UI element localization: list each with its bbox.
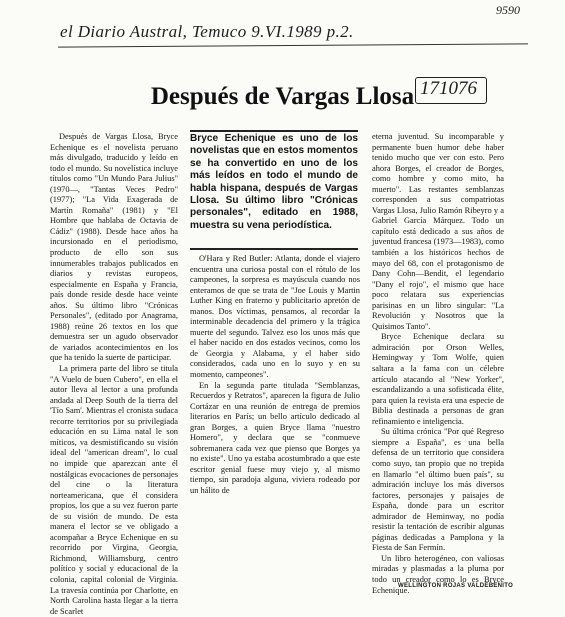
paragraph: Un libro heterogéneo, con valiosas miradas y plasmadas a la pluma por todo un creador como lo es Bryce Echenique. <box>372 553 504 595</box>
paragraph: En la segunda parte titulada "Semblanzas, Recuerdos y Retratos", aparecen la figura de Julio Cortázar en una reunión de entrega de premios literarios en París; un bello artículo dedicado al gran Borges, a quien Bryce llama "nuestro Homero", y declara que se "conmueve sobremanera cada vez que pienso que Borges ya no existe". Uno ya estaba acostumbrado a que este escritor genial fuese muy viejo y, al mismo tiempo, sin paradoja alguna, viviera rodeado por un hálito de <box>190 380 360 496</box>
paragraph: Bryce Echenique declara su admiración por Orson Welles, Hemingway y Tom Wolfe, quien saltara a la fama con un célebre artículo atacando al "New Yorker", escandalizando a una sofisticada élite, para quien la revista era una especie de Biblia destinada a personas de gran refinamiento e inteligencia. <box>372 332 504 426</box>
paragraph: eterna juventud. Su incomparable y permanente buen humor debe haber tenido mucho que ver con esto. Pero ahora Borges, el creador de Borges, como hombre y como mito, ha muerto". Las restantes semblanzas corresponden a sus compatriotas Vargas Llosa, Julio Ramón Ribeyro y a Gabriel García Márquez. Todo un capítulo está dedicado a sus años de juventud francesa (1973—1983), como también a los históricos hechos de mayo del 68, con el protagonismo de Dany Cohn—Bendit, el legendario "Dany el rojo", el mismo que hace poco relatara sus experiencias parisinas en un libro singular: "La Revolución y Nosotros que la Quisimos Tanto". <box>372 132 504 331</box>
handwritten-source-note: el Diario Austral, Temuco 9.VI.1989 p.2. <box>60 22 354 41</box>
paragraph: La primera parte del libro se titula "A Vuelo de buen Cubero", en ella el autor lleva al lector a una profunda andada al Deep South de la tierra del 'Tío Sam'. Mientras el cronista sudaca recorre territorios por su privilegiada educación en su Lima natal le son míticos, va desmistificando su visión ideal del "american dream", lo cual no impide que aparezcan ante él nostálgicas evocaciones de personajes del cine o la literatura norteamericana, que él considera propios, los que a su vez fueron parte de su visión de mundo. De esta manera el lector se ve obligado a acompañar a Bryce Echenique en su recorrido por Virgina, Georgia, Richmond, Williamsburg, centro político y social y educacional de la colonia, capital colonial de Virginia. La travesía continúa por Charlotte, en North Carolina hasta llegar a la tierra de Scarlet <box>50 364 178 616</box>
handwritten-code: 171076 <box>420 78 477 99</box>
article-column-2 <box>190 254 360 597</box>
article-column-1 <box>50 132 178 616</box>
paragraph: O'Hara y Red Butler: Atlanta, donde el viajero encuentra una curiosa postal con el rótulo de los campeones, la sorpresa es mayúscula cuando nos enteramos de que se trata de "Joe Louis y Martin Luther King en fraterno y publicitario apretón de manos. Dos víctimas, pensamos, al recordar la interminable decadencia del primero y la trágica muerte del segundo. Talvez eso los unos más que el haber nacido en dos estados vecinos, como los de Georgia y Alabama, y el haber sido considerados, cada uno en lo suyo y en su momento, campeones". <box>190 254 360 380</box>
paragraph: Después de Vargas Llosa, Bryce Echenique es el novelista peruano más divulgado, traducido y leído en todo el mundo. Su novelística incluye títulos como "Un Mundo Para Julius" (1970—, "Tantas Veces Pedro" (1977); "La Vida Exagerada de Martín Romaña" (1981) y "El Hombre que hablaba de Octavia de Cádiz" (1988). Desde hace años ha incursionado en el periodismo, producto de ello son sus innumerables trabajos publicados en diarios y revistas europeos, especialmente en España y Francia, país donde reside desde hace veinte años. Su último libro "Crónicas Personales", (editado por Anagrama, 1988) reúne 26 textos en los que demuestra ser un agudo observador de variados acontecimientos en los que ha tenido la suerte de participar. <box>50 132 178 363</box>
source-note-underline <box>58 43 528 47</box>
paragraph: Su última crónica "Por qué Regreso siempre a España", es una bella defensa de un territorio que considera como suyo, tan propio que no trepida en llamarlo "el último buen país", su admiración incluye los más diversos factores, personajes y paisajes de España, donde para un escritor admirador de Heminway, no podía resistir la tentación de escribir algunas páginas dedicadas a Pamplona y la Fiesta de San Fermín. <box>372 427 504 553</box>
article-column-3 <box>372 132 504 595</box>
lead-bottom-rule <box>190 248 358 250</box>
article-title: Después de Vargas Llosa <box>150 83 415 110</box>
author-byline: WELLINGTON ROJAS VALDEBENITO <box>398 583 514 589</box>
article-lead: Bryce Echenique es uno de los novelistas que en estos momentos se ha convertido en uno de los más leídos en todo el mundo de habla hispana, después de Vargas Llosa. Su último libro "Crónicas personales", editado en 1988, muestra su vena periodística. <box>190 133 358 231</box>
lead-top-rule <box>190 130 358 132</box>
archive-number: 9590 <box>496 3 520 17</box>
